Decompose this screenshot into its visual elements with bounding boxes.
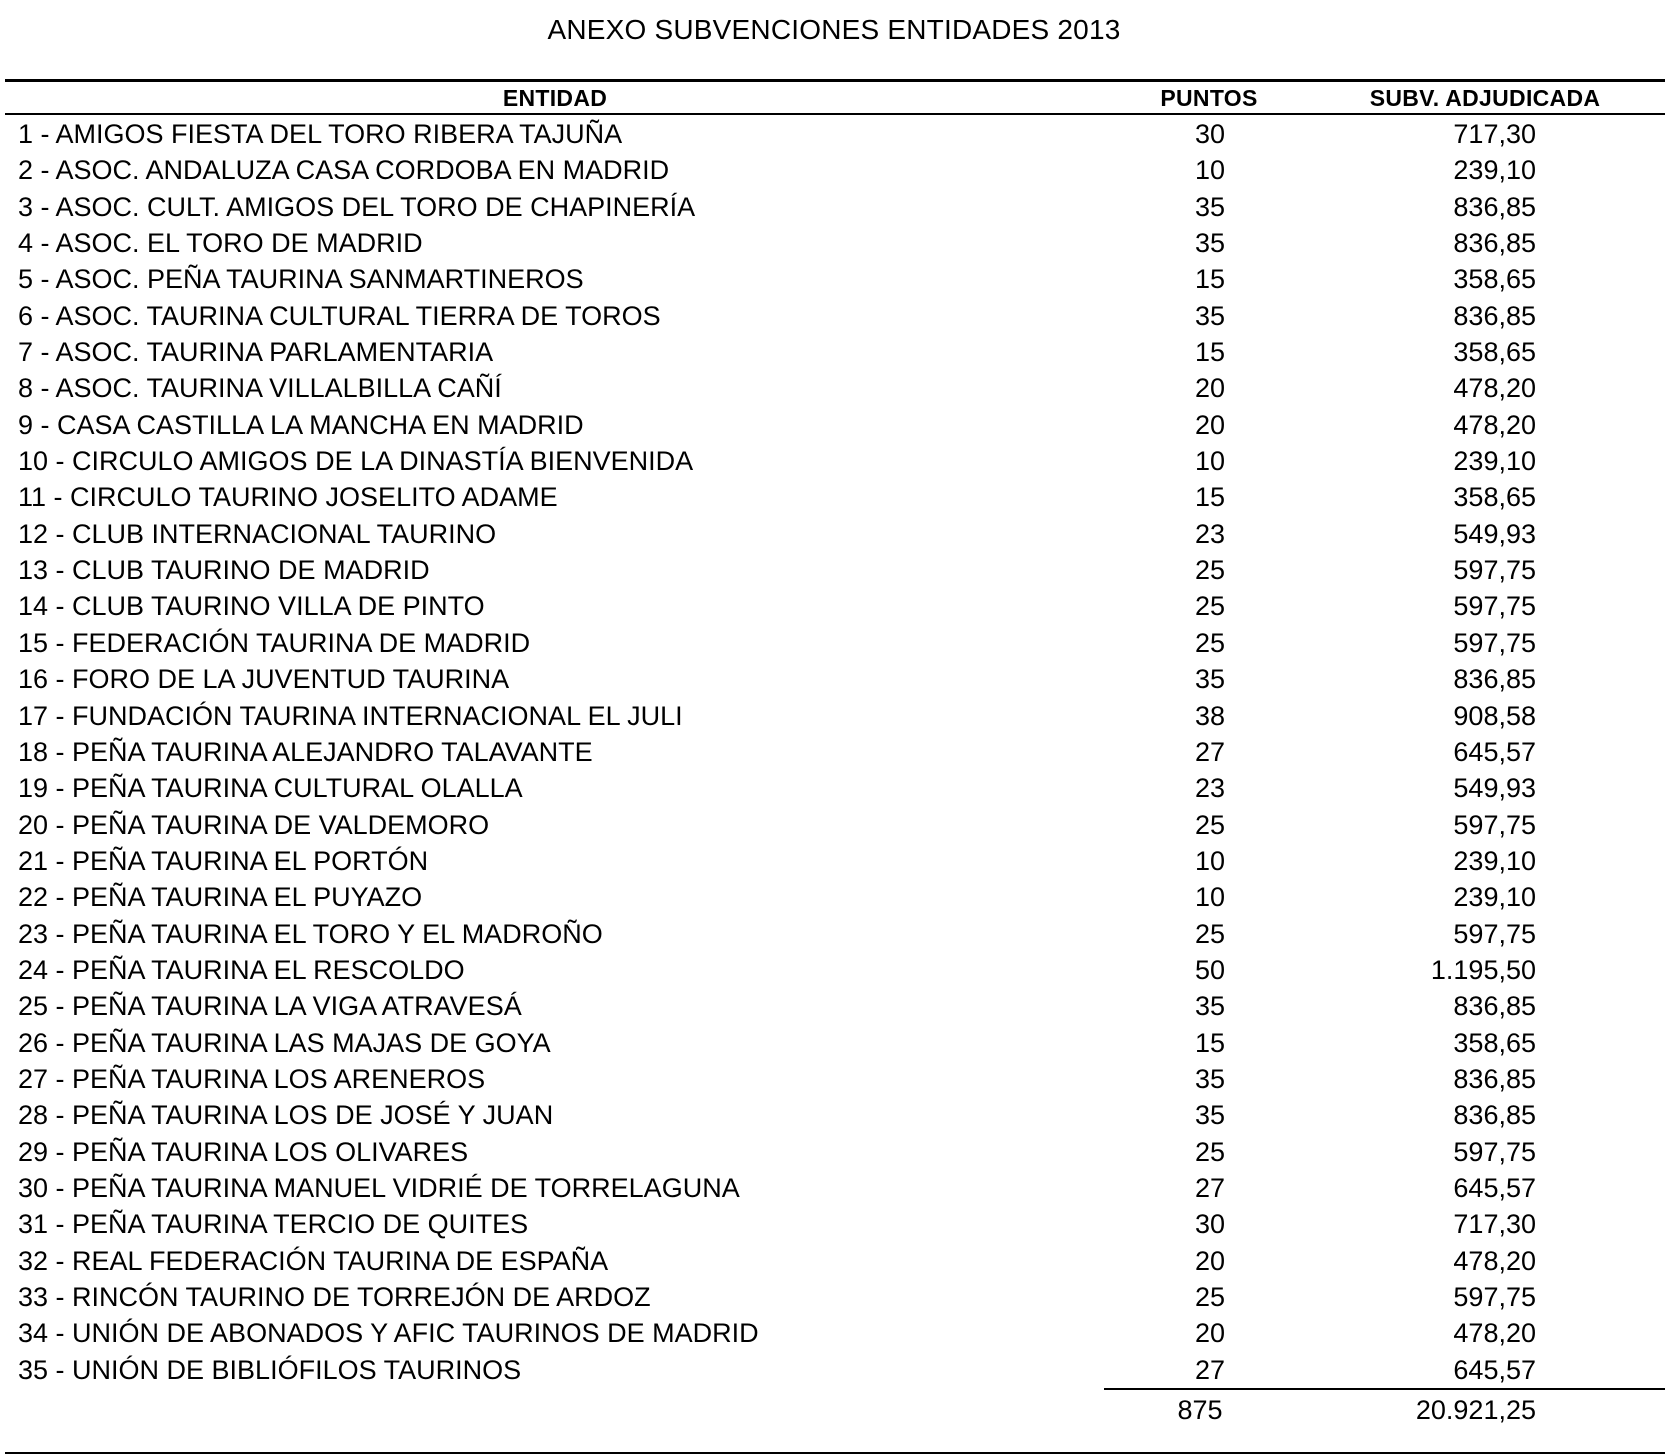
row-entidad: 32 - REAL FEDERACIÓN TAURINA DE ESPAÑA (18, 1245, 609, 1276)
row-puntos: 35 (1194, 300, 1226, 331)
row-entidad: 25 - PEÑA TAURINA LA VIGA ATRAVESÁ (18, 991, 522, 1022)
header-puntos: PUNTOS (1160, 85, 1258, 111)
row-entidad: 3 - ASOC. CULT. AMIGOS DEL TORO DE CHAPINERÍA (18, 191, 696, 222)
row-subv: 645,57 (1453, 1354, 1536, 1385)
row-subv: 597,75 (1453, 627, 1536, 658)
table-row (0, 988, 1668, 1024)
table-row (0, 625, 1668, 661)
top-rule (5, 79, 1665, 82)
row-subv: 908,58 (1453, 700, 1536, 731)
row-entidad: 10 - CIRCULO AMIGOS DE LA DINASTÍA BIENVENIDA (18, 446, 694, 477)
row-subv: 358,65 (1453, 482, 1536, 513)
table-row (0, 1315, 1668, 1351)
row-subv: 239,10 (1453, 845, 1536, 876)
row-subv: 597,75 (1453, 809, 1536, 840)
table-row (0, 298, 1668, 334)
row-puntos: 25 (1194, 591, 1226, 622)
row-subv: 836,85 (1453, 1100, 1536, 1131)
row-puntos: 27 (1194, 1354, 1226, 1385)
table-row (0, 479, 1668, 515)
table-row (0, 843, 1668, 879)
row-subv: 358,65 (1453, 337, 1536, 368)
table-row (0, 516, 1668, 552)
table-row (0, 334, 1668, 370)
row-puntos: 35 (1194, 664, 1226, 695)
row-puntos: 15 (1194, 1027, 1226, 1058)
row-puntos: 20 (1194, 409, 1226, 440)
table-row (0, 588, 1668, 624)
row-puntos: 25 (1194, 1282, 1226, 1312)
row-entidad: 16 - FORO DE LA JUVENTUD TAURINA (18, 664, 510, 695)
table-row (0, 1243, 1668, 1279)
row-entidad: 11 - CIRCULO TAURINO JOSELITO ADAME (18, 482, 558, 513)
bottom-rule (5, 1452, 1665, 1454)
header-subv-adjudicada: SUBV. ADJUDICADA (1369, 85, 1601, 111)
row-puntos: 23 (1194, 518, 1226, 549)
row-entidad: 13 - CLUB TAURINO DE MADRID (18, 555, 430, 586)
row-entidad: 7 - ASOC. TAURINA PARLAMENTARIA (18, 337, 494, 368)
table-row (0, 770, 1668, 806)
row-puntos: 15 (1194, 337, 1226, 368)
row-subv: 478,20 (1453, 373, 1536, 404)
row-entidad: 24 - PEÑA TAURINA EL RESCOLDO (18, 954, 465, 985)
row-puntos: 35 (1194, 228, 1226, 259)
row-puntos: 10 (1194, 845, 1226, 876)
table-row (0, 152, 1668, 188)
row-subv: 239,10 (1453, 155, 1536, 186)
row-puntos: 38 (1194, 700, 1226, 731)
table-row (0, 1206, 1668, 1242)
row-subv: 597,75 (1453, 555, 1536, 586)
table-row (0, 116, 1668, 152)
table-body (0, 116, 1668, 1388)
row-subv: 717,30 (1453, 119, 1536, 149)
header-rule (5, 113, 1665, 115)
row-puntos: 25 (1194, 627, 1226, 658)
row-entidad: 2 - ASOC. ANDALUZA CASA CORDOBA EN MADRID (18, 155, 670, 186)
row-subv: 836,85 (1453, 1063, 1536, 1094)
row-entidad: 27 - PEÑA TAURINA LOS ARENEROS (18, 1063, 486, 1094)
row-puntos: 15 (1194, 482, 1226, 513)
row-entidad: 35 - UNIÓN DE BIBLIÓFILOS TAURINOS (18, 1354, 522, 1385)
row-subv: 836,85 (1453, 191, 1536, 222)
row-entidad: 23 - PEÑA TAURINA EL TORO Y EL MADROÑO (18, 918, 603, 949)
row-subv: 597,75 (1453, 591, 1536, 622)
row-entidad: 6 - ASOC. TAURINA CULTURAL TIERRA DE TOROS (18, 300, 661, 331)
row-puntos: 10 (1194, 446, 1226, 477)
row-puntos: 20 (1194, 373, 1226, 404)
table-row (0, 1061, 1668, 1097)
row-subv: 597,75 (1453, 1282, 1536, 1312)
table-row (0, 261, 1668, 297)
row-entidad: 29 - PEÑA TAURINA LOS OLIVARES (18, 1136, 469, 1167)
row-entidad: 18 - PEÑA TAURINA ALEJANDRO TALAVANTE (18, 736, 593, 767)
row-entidad: 1 - AMIGOS FIESTA DEL TORO RIBERA TAJUÑA (18, 119, 623, 149)
row-entidad: 4 - ASOC. EL TORO DE MADRID (18, 228, 423, 259)
row-entidad: 5 - ASOC. PEÑA TAURINA SANMARTINEROS (18, 264, 584, 295)
table-row (0, 916, 1668, 952)
row-entidad: 34 - UNIÓN DE ABONADOS Y AFIC TAURINOS DE MADRID (18, 1318, 759, 1349)
row-subv: 358,65 (1453, 264, 1536, 295)
row-puntos: 27 (1194, 1172, 1226, 1203)
row-puntos: 25 (1194, 1136, 1226, 1167)
total-puntos: 875 (1177, 1395, 1223, 1425)
row-subv: 597,75 (1453, 1136, 1536, 1167)
table-row (0, 1352, 1668, 1388)
table-row (0, 879, 1668, 915)
row-puntos: 23 (1194, 773, 1226, 804)
total-rule (1104, 1388, 1665, 1390)
row-entidad: 15 - FEDERACIÓN TAURINA DE MADRID (18, 627, 531, 658)
table-row (0, 1097, 1668, 1133)
total-subv: 20.921,25 (1415, 1395, 1536, 1425)
row-puntos: 15 (1194, 264, 1226, 295)
row-puntos: 35 (1194, 191, 1226, 222)
table-row (0, 734, 1668, 770)
row-subv: 836,85 (1453, 991, 1536, 1022)
row-puntos: 30 (1194, 119, 1226, 149)
row-subv: 478,20 (1453, 409, 1536, 440)
totals-row (0, 1392, 1668, 1428)
row-entidad: 9 - CASA CASTILLA LA MANCHA EN MADRID (18, 409, 584, 440)
row-subv: 645,57 (1453, 1172, 1536, 1203)
row-entidad: 30 - PEÑA TAURINA MANUEL VIDRIÉ DE TORRELAGUNA (18, 1172, 740, 1203)
row-entidad: 31 - PEÑA TAURINA TERCIO DE QUITES (18, 1209, 529, 1240)
row-subv: 836,85 (1453, 228, 1536, 259)
table-row (0, 807, 1668, 843)
row-entidad: 17 - FUNDACIÓN TAURINA INTERNACIONAL EL JULI (18, 700, 683, 731)
row-puntos: 10 (1194, 882, 1226, 913)
page-title: ANEXO SUBVENCIONES ENTIDADES 2013 (547, 14, 1121, 45)
header-entidad: ENTIDAD (502, 85, 608, 111)
row-entidad: 12 - CLUB INTERNACIONAL TAURINO (18, 518, 497, 549)
row-subv: 478,20 (1453, 1245, 1536, 1276)
row-subv: 597,75 (1453, 918, 1536, 949)
table-row (0, 698, 1668, 734)
row-puntos: 50 (1194, 954, 1226, 985)
row-puntos: 25 (1194, 918, 1226, 949)
row-entidad: 33 - RINCÓN TAURINO DE TORREJÓN DE ARDOZ (18, 1282, 651, 1312)
row-subv: 549,93 (1453, 773, 1536, 804)
row-subv: 478,20 (1453, 1318, 1536, 1349)
table-row (0, 1170, 1668, 1206)
row-puntos: 20 (1194, 1318, 1226, 1349)
row-subv: 239,10 (1453, 882, 1536, 913)
row-puntos: 25 (1194, 555, 1226, 586)
table-row (0, 1279, 1668, 1315)
row-puntos: 30 (1194, 1209, 1226, 1240)
table-row (0, 370, 1668, 406)
row-entidad: 22 - PEÑA TAURINA EL PUYAZO (18, 882, 423, 913)
table-row (0, 952, 1668, 988)
table-row (0, 443, 1668, 479)
row-puntos: 10 (1194, 155, 1226, 186)
row-subv: 645,57 (1453, 736, 1536, 767)
row-puntos: 35 (1194, 1063, 1226, 1094)
row-puntos: 25 (1194, 809, 1226, 840)
table-row (0, 661, 1668, 697)
row-subv: 717,30 (1453, 1209, 1536, 1240)
row-subv: 239,10 (1453, 446, 1536, 477)
table-row (0, 189, 1668, 225)
row-puntos: 20 (1194, 1245, 1226, 1276)
row-entidad: 26 - PEÑA TAURINA LAS MAJAS DE GOYA (18, 1027, 551, 1058)
row-entidad: 8 - ASOC. TAURINA VILLALBILLA CAÑÍ (18, 373, 502, 404)
table-row (0, 225, 1668, 261)
row-puntos: 27 (1194, 736, 1226, 767)
row-subv: 836,85 (1453, 300, 1536, 331)
row-entidad: 28 - PEÑA TAURINA LOS DE JOSÉ Y JUAN (18, 1100, 554, 1131)
row-subv: 836,85 (1453, 664, 1536, 695)
table-row (0, 407, 1668, 443)
row-puntos: 35 (1194, 1100, 1226, 1131)
row-puntos: 35 (1194, 991, 1226, 1022)
row-subv: 358,65 (1453, 1027, 1536, 1058)
row-entidad: 14 - CLUB TAURINO VILLA DE PINTO (18, 591, 485, 622)
table-row (0, 1134, 1668, 1170)
row-subv: 1.195,50 (1430, 954, 1536, 985)
row-subv: 549,93 (1453, 518, 1536, 549)
row-entidad: 19 - PEÑA TAURINA CULTURAL OLALLA (18, 773, 523, 804)
row-entidad: 21 - PEÑA TAURINA EL PORTÓN (18, 845, 429, 876)
row-entidad: 20 - PEÑA TAURINA DE VALDEMORO (18, 809, 490, 840)
table-row (0, 1025, 1668, 1061)
table-row (0, 552, 1668, 588)
